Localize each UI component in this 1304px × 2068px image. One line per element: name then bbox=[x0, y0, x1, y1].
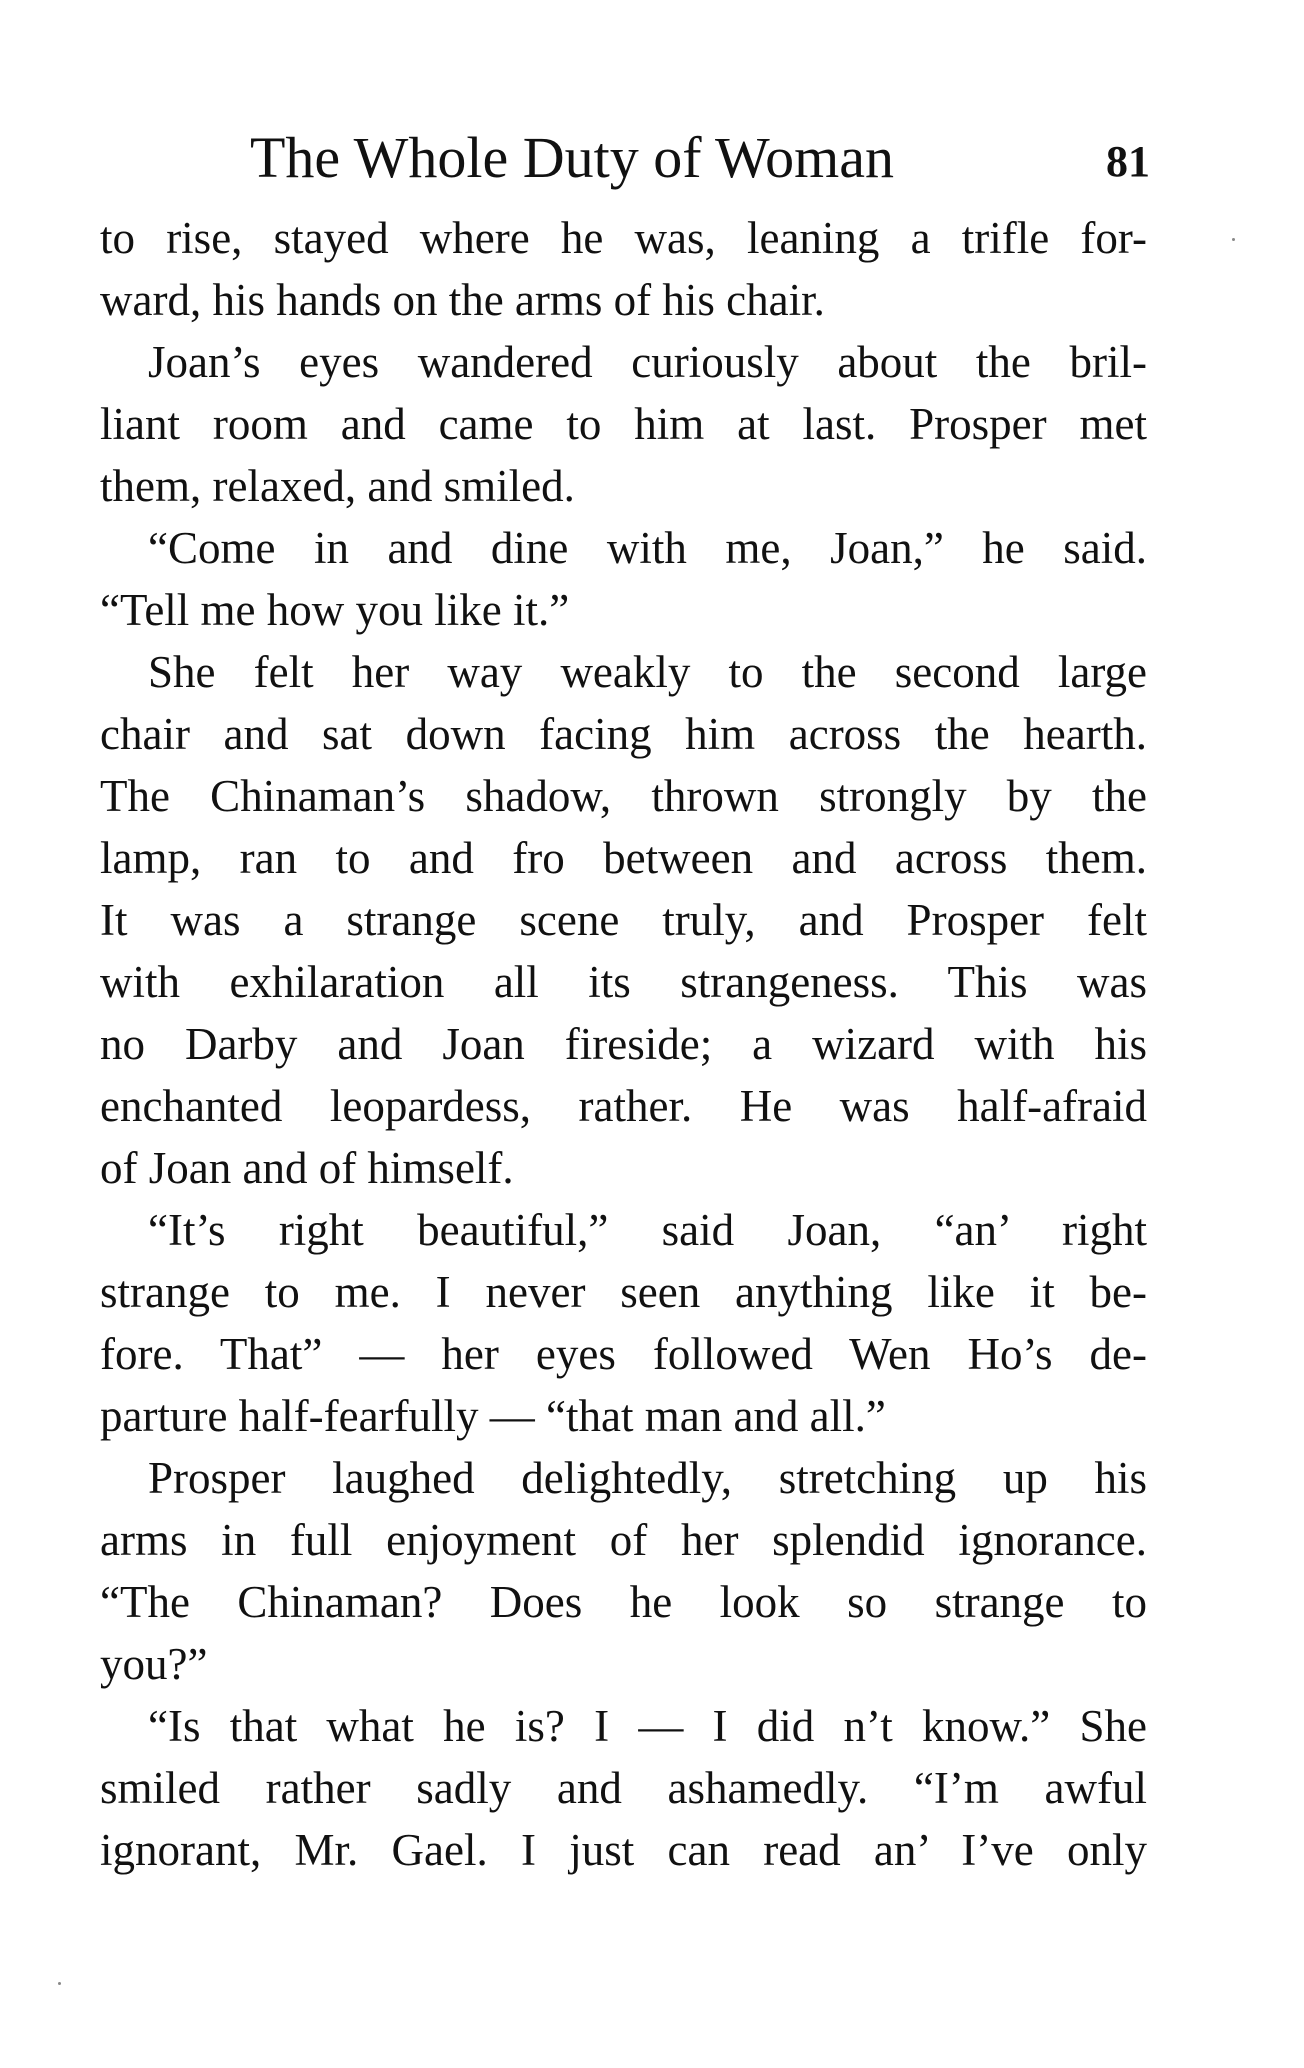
text-line: “It’s right beautiful,” said Joan, “an’ right bbox=[148, 1205, 1147, 1255]
text-line: arms in full enjoyment of her splendid ignorance. bbox=[100, 1515, 1147, 1565]
text-line: to rise, stayed where he was, leaning a trifle for- bbox=[100, 213, 1147, 263]
text-line: Joan’s eyes wandered curiously about the bril- bbox=[148, 337, 1147, 387]
text-line: “Come in and dine with me, Joan,” he said. bbox=[148, 523, 1147, 573]
text-line: of Joan and of himself. bbox=[100, 1143, 514, 1193]
text-line: them, relaxed, and smiled. bbox=[100, 461, 575, 511]
text-line: parture half-fearfully — “that man and all.” bbox=[100, 1391, 886, 1441]
scan-speck bbox=[58, 1982, 61, 1985]
text-line: ignorant, Mr. Gael. I just can read an’ I’ve only bbox=[100, 1825, 1147, 1875]
text-line: Prosper laughed delightedly, stretching up his bbox=[148, 1453, 1147, 1503]
text-line: smiled rather sadly and ashamedly. “I’m awful bbox=[100, 1763, 1147, 1813]
text-line: chair and sat down facing him across the hearth. bbox=[100, 709, 1147, 759]
text-line: you?” bbox=[100, 1639, 208, 1689]
text-line: fore. That” — her eyes followed Wen Ho’s de- bbox=[100, 1329, 1147, 1379]
text-line: liant room and came to him at last. Prosper met bbox=[100, 399, 1147, 449]
text-line: with exhilaration all its strangeness. This was bbox=[100, 957, 1147, 1007]
text-line: “Is that what he is? I — I did n’t know.” She bbox=[148, 1701, 1147, 1751]
page-header bbox=[250, 118, 1150, 198]
text-line: enchanted leopardess, rather. He was half-afraid bbox=[100, 1081, 1147, 1131]
text-line: The Chinaman’s shadow, thrown strongly by the bbox=[100, 771, 1147, 821]
running-title: The Whole Duty of Woman bbox=[250, 125, 894, 190]
page-number: 81 bbox=[1106, 137, 1150, 186]
text-line: no Darby and Joan fireside; a wizard with his bbox=[100, 1019, 1147, 1069]
text-line: ward, his hands on the arms of his chair. bbox=[100, 275, 825, 325]
text-line: “The Chinaman? Does he look so strange to bbox=[100, 1577, 1147, 1627]
text-line: She felt her way weakly to the second large bbox=[148, 647, 1147, 697]
text-line: strange to me. I never seen anything like it be- bbox=[100, 1267, 1147, 1317]
scan-speck bbox=[1232, 238, 1235, 241]
text-line: lamp, ran to and fro between and across them. bbox=[100, 833, 1147, 883]
text-line: It was a strange scene truly, and Prosper felt bbox=[100, 895, 1147, 945]
body-text bbox=[100, 207, 1147, 1881]
text-line: “Tell me how you like it.” bbox=[100, 585, 570, 635]
